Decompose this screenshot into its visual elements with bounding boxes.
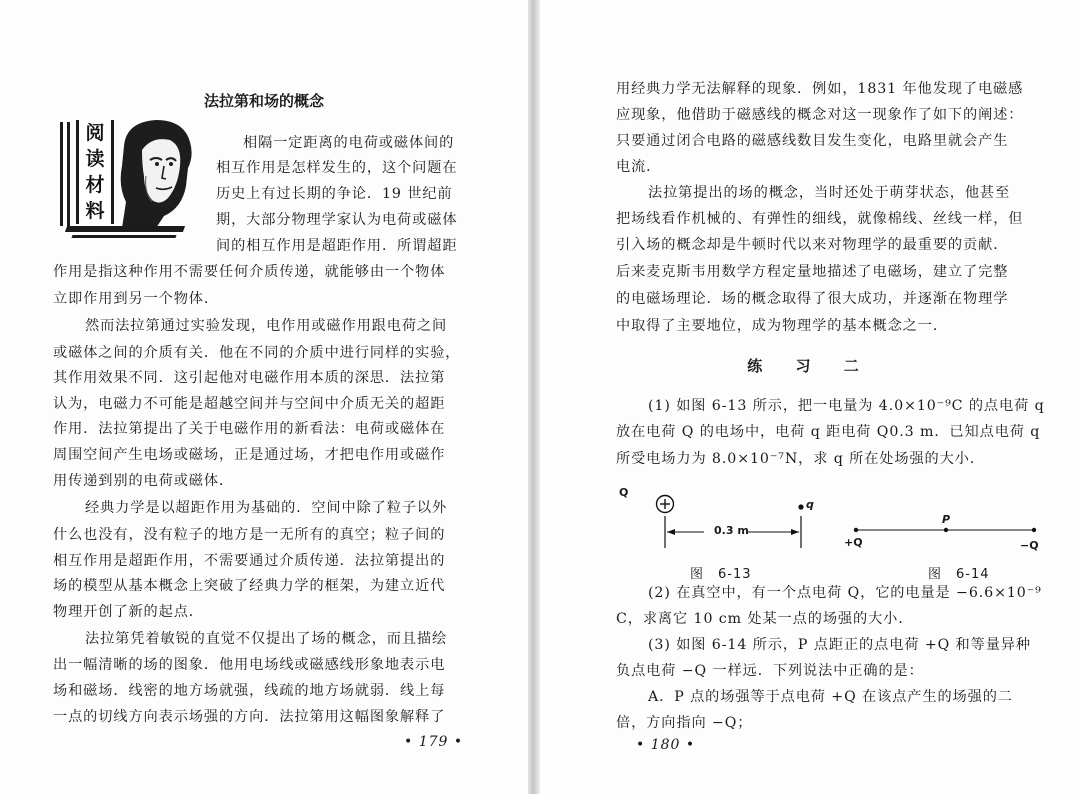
exercise-line: (3) 如图 6-14 所示，P 点距正的点电荷 +Q 和等量异种 [648, 637, 1031, 653]
exercise-line: 负点电荷 −Q 一样远．下列说法中正确的是： [616, 663, 924, 679]
body-line: 周围空间产生电场或磁场，正是通过场，才把电作用或磁作 [53, 447, 446, 463]
body-line: 出一幅清晰的场的图象．他用电场线或磁感线形象地表示电 [53, 657, 446, 673]
section-title: 练 习 二 [747, 357, 873, 375]
exercise-line: (2) 在真空中，有一个点电荷 Q，它的电量是 −6.6×10⁻⁹ [648, 585, 1042, 601]
body-line: 相隔一定距离的电荷或磁体间的 [243, 135, 455, 151]
body-line: 作用是指这种作用不需要任何介质传递，就能够由一个物体 [53, 264, 446, 280]
badge-char: 材 [85, 174, 105, 196]
body-line: 经典力学是以超距作用为基础的．空间中除了粒子以外 [85, 500, 448, 516]
badge-char: 阅 [85, 122, 105, 144]
body-line: 电流． [616, 159, 662, 175]
body-line: 间的相互作用是超距作用．所谓超距 [216, 238, 458, 254]
point-P-label: P [942, 513, 951, 526]
book-gutter [528, 0, 540, 794]
exercise-line: (1) 如图 6-13 所示，把一电量为 4.0×10⁻⁹C 的点电荷 q [648, 398, 1045, 414]
figure-6-13-caption: 图 6-13 [690, 567, 752, 582]
article-title: 法拉第和场的概念 [203, 92, 324, 110]
body-line: 相互作用是怎样发生的，这个问题在 [216, 160, 458, 176]
body-line: 用传递到别的电荷或磁体． [53, 473, 235, 489]
exercise-line: 所受电场力为 8.0×10⁻⁷N，求 q 所在处场强的大小． [616, 451, 985, 467]
badge-char: 料 [85, 200, 105, 222]
body-line: 然而法拉第通过实验发现，电作用或磁作用跟电荷之间 [85, 318, 448, 334]
plus-Q-label: +Q [844, 536, 863, 549]
body-line: 场的模型从基本概念上突破了经典力学的框架，为建立近代 [53, 578, 446, 594]
charge-Q-label: Q [619, 486, 629, 499]
body-line: 中取得了主要地位，成为物理学的基本概念之一． [616, 318, 948, 334]
page-number: • 179 • [404, 734, 464, 750]
distance-label: 0.3 m [714, 524, 749, 537]
body-line: 应现象，他借助于磁感线的概念对这一现象作了如下的阐述： [616, 107, 1024, 123]
exercise-option: A．P 点的场强等于点电荷 +Q 在该点产生的场强的二 [648, 689, 1013, 705]
body-line: 场和磁场．线密的地方场就强，线疏的地方场就弱．线上每 [53, 683, 446, 699]
body-line: 一点的切线方向表示场强的方向．法拉第用这幅图象解释了 [53, 709, 446, 725]
body-line: 只要通过闭合电路的磁感线数目发生变化，电路里就会产生 [616, 133, 1009, 149]
reading-material-badge [58, 116, 208, 242]
body-line: 相互作用是超距作用，不需要通过介质传递．法拉第提出的 [53, 553, 446, 569]
body-line: 的电磁场理论．场的概念取得了很大成功，并逐渐在物理学 [616, 291, 1009, 307]
page-number: • 180 • [636, 737, 696, 753]
body-line: 或磁体之间的介质有关．他在不同的介质中进行同样的实验， [53, 345, 461, 361]
figure-6-14-caption: 图 6-14 [928, 567, 990, 582]
body-line: 历史上有过长期的争论．19 世纪前 [216, 186, 453, 202]
exercise-line: C，求离它 10 cm 处某一点的场强的大小． [616, 611, 914, 627]
body-line: 法拉第凭着敏锐的直觉不仅提出了场的概念，而且描绘 [85, 631, 448, 647]
exercise-line: 放在电荷 Q 的电场中，电荷 q 距电荷 Q0.3 m．已知点电荷 q [616, 424, 1041, 440]
body-line: 用经典力学无法解释的现象．例如，1831 年他发现了电磁感 [616, 81, 1024, 97]
body-line: 法拉第提出的场的概念，当时还处于萌芽状态，他甚至 [648, 185, 1011, 201]
faraday-portrait-icon [116, 116, 206, 228]
body-line: 引入场的概念却是牛顿时代以来对物理学的最重要的贡献． [616, 237, 1009, 253]
badge-text [76, 120, 114, 224]
body-line: 作用．法拉第提出了关于电磁作用的新看法：电荷或磁体在 [53, 421, 446, 437]
body-line: 后来麦克斯韦用数学方程定量地描述了电磁场，建立了完整 [616, 264, 1009, 280]
body-line: 立即作用到另一个物体． [53, 291, 219, 307]
body-line: 什么也没有，没有粒子的地方是一无所有的真空；粒子间的 [53, 527, 446, 543]
body-line: 期，大部分物理学家认为电荷或磁体 [216, 212, 458, 228]
body-line: 物理开创了新的起点． [53, 604, 204, 620]
left-page [0, 0, 528, 794]
badge-char: 读 [85, 148, 105, 170]
right-page [540, 0, 1080, 794]
charge-q-label: q [806, 498, 814, 511]
figure-6-13-drawing [620, 490, 830, 554]
body-line: 其作用效果不同．这引起他对电磁作用本质的深思．法拉第 [53, 370, 446, 386]
body-line: 认为，电磁力不可能是超越空间并与空间中介质无关的超距 [53, 396, 446, 412]
exercise-option: 倍，方向指向 −Q； [616, 715, 753, 731]
body-line: 把场线看作机械的、有弹性的细线，就像棉线、丝线一样，但 [616, 211, 1024, 227]
minus-Q-label: −Q [1020, 539, 1039, 552]
